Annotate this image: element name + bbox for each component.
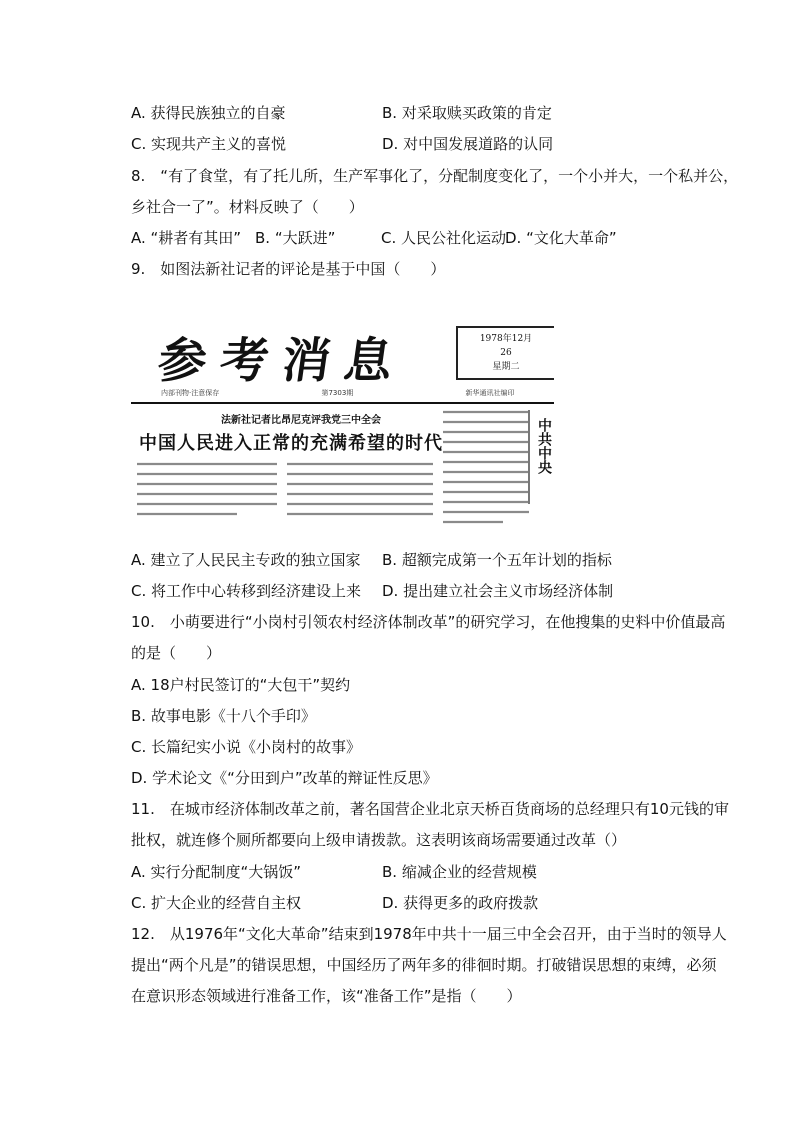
q8-stem-line1: 8. “有了食堂，有了托儿所，生产军事化了，分配制度变化了，一个小并大，一个私并公，	[131, 167, 739, 185]
newspaper-rule	[131, 402, 554, 404]
newspaper-headline: 中国人民进入正常的充满希望的时代	[139, 433, 443, 454]
q9-option-c: C. 将工作中心转移到经济建设上来	[131, 582, 362, 600]
q10-option-b: B. 故事电影《十八个手印》	[131, 707, 316, 725]
q8-option-a: A. “耕者有其田”	[131, 229, 242, 247]
q11-stem-line2: 批权，就连修个厕所都要向上级申请拨款。这表明该商场需要通过改革（）	[131, 831, 627, 849]
q8-option-b: B. “大跃进”	[255, 229, 336, 247]
newspaper-side-title	[535, 418, 551, 479]
q11-option-b: B. 缩减企业的经营规模	[382, 863, 537, 881]
q12-stem-line2: 提出“两个凡是”的错误思想，中国经历了两年多的徘徊时期。打破错误思想的束缚，必须	[131, 956, 717, 974]
newspaper-figure	[131, 318, 554, 528]
q7-option-d: D. 对中国发展道路的认同	[382, 135, 554, 153]
q7-option-b: B. 对采取赎买政策的肯定	[382, 104, 552, 122]
newspaper-side-caption	[523, 408, 535, 508]
newspaper-subheadline: 法新社记者比昂尼克评我党三中全会	[221, 415, 381, 426]
q7-option-c: C. 实现共产主义的喜悦	[131, 135, 287, 153]
q10-stem-line2: 的是（ ）	[131, 644, 222, 662]
newspaper-internal-note: 内部刊物·注意保存	[161, 389, 220, 397]
q10-option-c: C. 长篇纪实小说《小岗村的故事》	[131, 738, 362, 756]
q12-stem-line1: 12. 从1976年“文化大革命”结束到1978年中共十一届三中全会召开，由于当时的领导人	[131, 925, 727, 943]
newspaper-masthead: 参考消息	[154, 333, 411, 389]
newspaper-side-title-text: 中共中央	[536, 418, 552, 474]
q9-stem: 9. 如图法新社记者的评论是基于中国（ ）	[131, 260, 446, 278]
q9-option-d: D. 提出建立社会主义市场经济体制	[382, 582, 614, 600]
newspaper-day: 26	[500, 348, 512, 358]
q11-option-c: C. 扩大企业的经营自主权	[131, 894, 302, 912]
newspaper-date: 1978年12月	[479, 334, 533, 344]
q11-stem-line1: 11. 在城市经济体制改革之前，著名国营企业北京天桥百货商场的总经理只有10元钱的审	[131, 800, 729, 818]
newspaper-weekday: 星期二	[492, 362, 520, 372]
q11-option-d: D. 获得更多的政府拨款	[382, 894, 539, 912]
newspaper-date-box	[456, 326, 554, 380]
q8-option-c: C. 人民公社化运动	[381, 229, 507, 247]
q8-stem-line2: 乡社合一了”。材料反映了（ ）	[131, 198, 364, 216]
q10-stem-line1: 10. 小萌要进行“小岗村引领农村经济体制改革”的研究学习，在他搜集的史料中价值最高	[131, 613, 726, 631]
newspaper-publisher: 新华通讯社编印	[465, 389, 515, 397]
newspaper-issue: 第7303期	[321, 389, 354, 397]
newspaper-subline	[161, 388, 515, 398]
q9-option-b: B. 超额完成第一个五年计划的指标	[382, 551, 612, 569]
q8-options	[131, 228, 617, 248]
q11-option-a: A. 实行分配制度“大锅饭”	[131, 863, 302, 881]
q7-option-a: A. 获得民族独立的自豪	[131, 104, 286, 122]
q12-stem-line3: 在意识形态领域进行准备工作，该“准备工作”是指（ ）	[131, 987, 522, 1005]
newspaper-body-text-left	[137, 460, 437, 526]
q10-option-d: D. 学术论文《“分田到户”改革的辩证性反思》	[131, 769, 438, 787]
q9-option-a: A. 建立了人民民主专政的独立国家	[131, 551, 361, 569]
newspaper-body-text-right	[443, 406, 531, 526]
q8-option-d: D. “文化大革命”	[505, 229, 617, 247]
q10-option-a: A. 18户村民签订的“大包干”契约	[131, 676, 351, 694]
